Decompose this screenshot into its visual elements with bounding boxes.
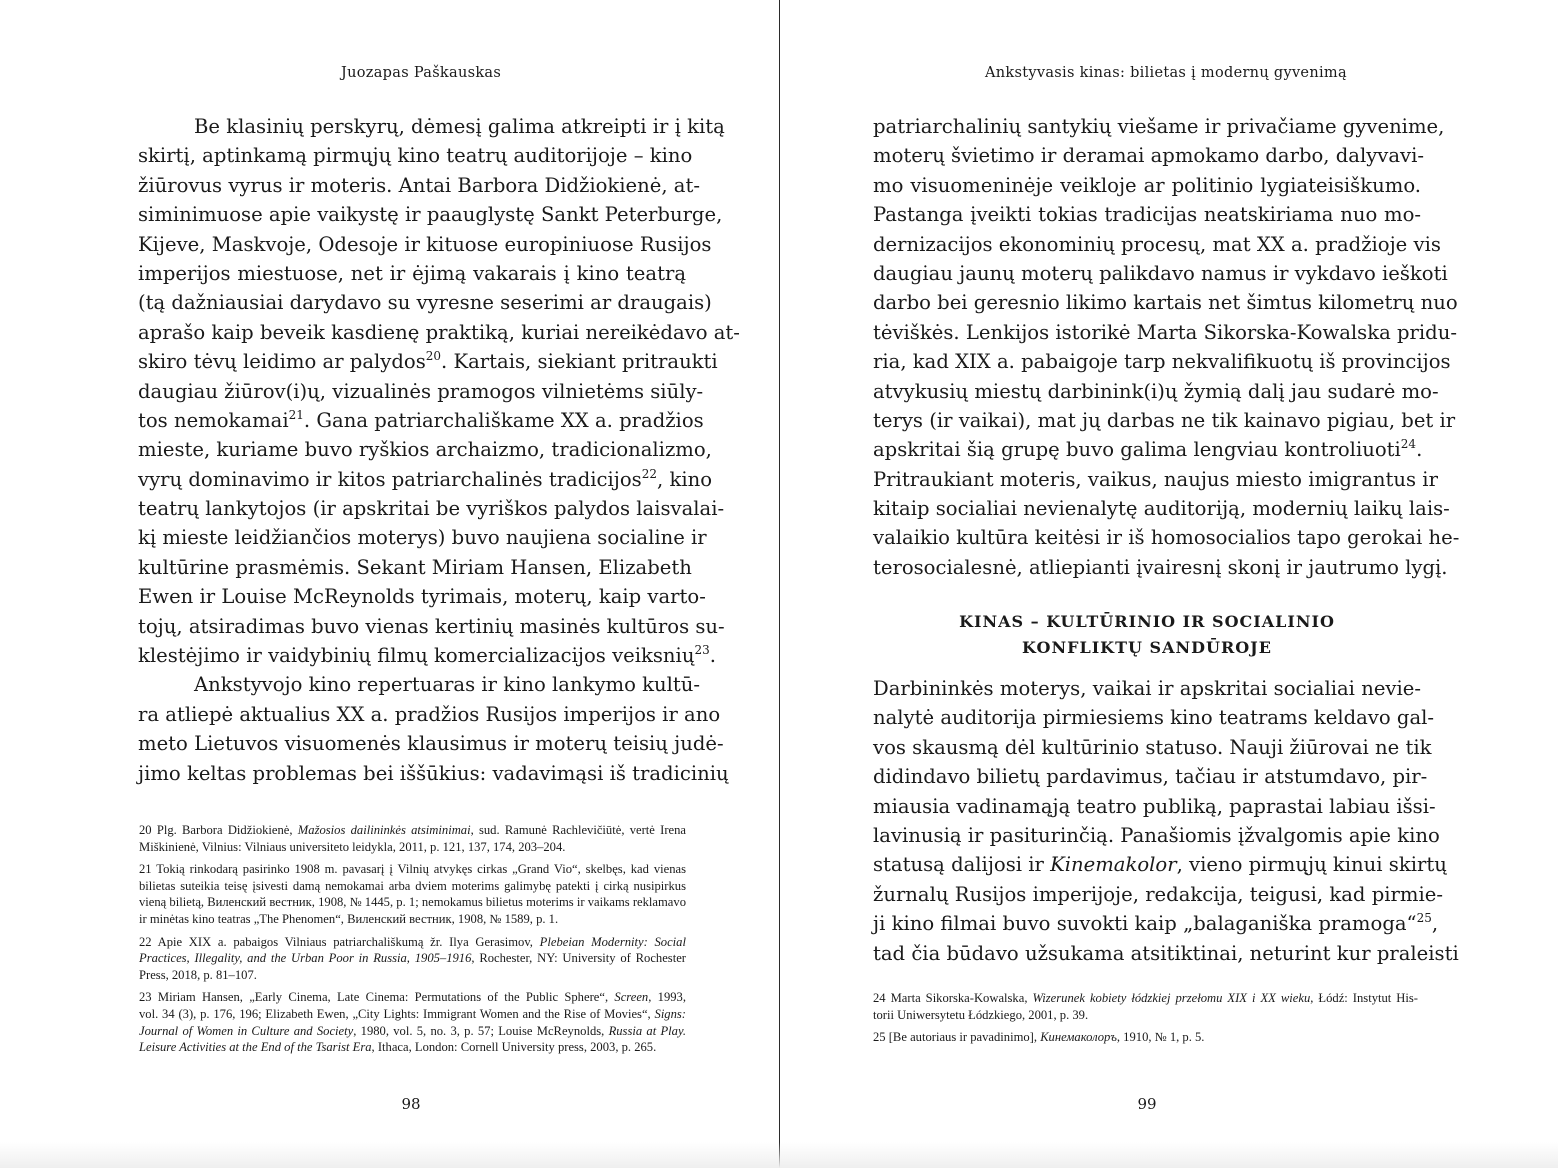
text-line: Ankstyvojo kino repertuaras ir kino lankymo kultū-	[194, 673, 700, 697]
text-line: didindavo bilietų pardavimus, tačiau ir atstumdavo, pir-	[873, 765, 1428, 789]
footnote-24: 24 Marta Sikorska-Kowalska, Wizerunek kobiety łódzkiej przełomu XIX i XX wieku, Łódź: Instytut His- torii Uniwersytetu Łódzkiego, 2001, p. 39.	[873, 991, 1418, 1022]
text-line: vos skausmą dėl kultūrinio statuso. Nauji žiūrovai ne tik	[873, 735, 1432, 759]
text-line: teatrų lankytojos (ir apskritai be vyriškos palydos laisvalai-	[138, 497, 725, 521]
text-line: dernizacijos ekonominių procesų, mat XX a. pradžioje vis	[873, 232, 1441, 256]
text-line: ra atliepė aktualius XX a. pradžios Rusijos imperijos ir ano	[138, 702, 721, 726]
left-body-text	[138, 112, 740, 788]
section-heading: KONFLIKTŲ SANDŪROJE	[1022, 638, 1272, 657]
right-body-text-2	[873, 674, 1459, 968]
text-line: ji kino filmai buvo suvokti kaip „balaganiška pramoga“$^{25}$,	[873, 911, 1439, 936]
footnote-21: 21 Tokią rinkodarą pasirinko 1908 m. pavasarį į Vilnių atvykęs cirkas „Grand Vio“, skelbęs, kad vienas bilietas suteikia teisę įsivesti damą nemokamai arba dviem moterims galimybę patekti į cirką nusipirkus vieną bilietą, Виленский вестник, 1908, № 1445, p. 1; nemokamus bilietus moterims ir vaikams reklamavo ir minėtas kino teatras „The Phenomen“, Виленский вестник, 1908, № 1589, p. 1.	[139, 862, 686, 926]
text-line: nalytė auditorija pirmiesiems kino teatrams keldavo gal-	[873, 706, 1435, 730]
text-line: imperijos miestuose, net ir ėjimą vakarais į kino teatrą	[138, 261, 686, 285]
text-line: jimo keltas problemas bei iššūkius: vadavimąsi iš tradicinių	[138, 761, 729, 785]
text-line: daugiau žiūrov(i)ų, vizualinės pramogos vilnietėms siūly-	[138, 379, 704, 403]
text-line: mieste, kuriame buvo ryškios archaizmo, tradicionalizmo,	[138, 438, 712, 462]
running-head-left: Juozapas Paškauskas	[341, 65, 502, 81]
text-line: terys (ir vaikai), mat jų darbas ne tik kainavo pigiau, bet ir	[873, 408, 1456, 432]
text-line: patriarchalinių santykių viešame ir privačiame gyvenime,	[873, 115, 1445, 138]
text-line: tad čia būdavo užsukama atsitiktinai, neturint kur praleisti	[873, 941, 1459, 965]
right-page	[780, 0, 1558, 1168]
text-line: lavinusią ir pasiturinčią. Panašiomis įžvalgomis apie kino	[873, 823, 1440, 847]
text-line: darbo bei geresnio likimo kartais net šimtus kilometrų nuo	[873, 291, 1458, 315]
footnote-ref[interactable]: 23	[694, 643, 710, 658]
text-line: klestėjimo ir vaidybinių filmų komercializacijos veiksnių$^{23}$.	[138, 643, 716, 668]
footnote-ref[interactable]: 22	[641, 466, 657, 481]
text-line: daugiau jaunų moterų palikdavo namus ir vykdavo ieškoti	[873, 261, 1448, 285]
text-line: siminimuose apie vaikystę ir paauglystę Sankt Peterburge,	[138, 203, 723, 227]
text-line: tėviškės. Lenkijos istorikė Marta Sikorska-Kowalska pridu-	[873, 320, 1457, 344]
text-line: mo visuomeninėje veikloje ar politinio lygiateisiškumo.	[873, 173, 1421, 197]
page-bottom-shadow	[0, 1142, 1558, 1168]
text-line: valaikio kultūra keitėsi ir iš homosocialios tapo gerokai he-	[873, 526, 1460, 550]
footnote-ref[interactable]: 21	[288, 407, 304, 422]
text-line: žurnalų Rusijos imperijoje, redakcija, teigusi, kad pirmie-	[873, 882, 1443, 906]
text-line: ria, kad XIX a. pabaigoje tarp nekvalifikuotų iš provincijos	[873, 350, 1451, 374]
text-line: statusą dalijosi ir Kinemakolor, vieno pirmųjų kinui skirtų	[873, 853, 1447, 877]
text-line: vyrų dominavimo ir kitos patriarchalinės tradicijos$^{22}$, kino	[138, 466, 713, 491]
page-number-left: 98	[401, 1095, 421, 1113]
text-line: moterų švietimo ir deramai apmokamo darbo, dalyvavi-	[873, 144, 1425, 168]
text-line: kitaip socialiai nevienalytę auditoriją, modernių laikų lais-	[873, 497, 1450, 521]
page-number-right: 99	[1137, 1095, 1157, 1113]
text-line: (tą dažniausiai darydavo su vyresne seserimi ar draugais)	[138, 291, 712, 315]
footnote-ref[interactable]: 24	[1400, 437, 1417, 452]
text-line: Pastanga įveikti tokias tradicijas neatskiriama nuo mo-	[873, 203, 1421, 227]
footnote-25: 25 [Be autoriaus ir pavadinimo], Кинемаколоръ, 1910, № 1, p. 5.	[873, 1030, 1205, 1045]
text-line: žiūrovus vyrus ir moteris. Antai Barbora Didžiokienė, at-	[138, 173, 700, 197]
footnote-ref[interactable]: 25	[1416, 911, 1432, 926]
text-line: miausia vadinamąją teatro publiką, paprastai labiau išsi-	[873, 794, 1436, 818]
text-line: skiro tėvų leidimo ar palydos$^{20}$. Kartais, siekiant pritraukti	[138, 349, 718, 374]
text-line: skirtį, aptinkamą pirmųjų kino teatrų auditorijoje – kino	[138, 144, 693, 168]
footnote-23: 23 Miriam Hansen, „Early Cinema, Late Cinema: Permutations of the Public Sphere“, Screen, 1993, vol. 34 (3), p. 176, 196; Elizabeth Ewen, „City Lights: Immigrant Women and the Rise of Movies“, Signs: Journal of Women in Culture and Society, 1980, vol. 5, no. 3, p. 57; Louise McReynolds, Russia at Play. Leisure Activities at the End of the Tsarist Era, Ithaca, London: Cornell University press, 2003, p. 265.	[139, 990, 687, 1055]
text-line: tojų, atsiradimas buvo vienas kertinių masinės kultūros su-	[138, 614, 725, 638]
text-line: Kijeve, Maskvoje, Odesoje ir kituose europiniuose Rusijos	[138, 232, 712, 256]
text-line: tos nemokamai$^{21}$. Gana patriarchališkame XX a. pradžios	[138, 407, 704, 432]
section-heading: KINAS – KULTŪRINIO IR SOCIALINIO	[959, 612, 1335, 631]
footnote-20: 20 Plg. Barbora Didžiokienė, Mažosios dailininkės atsiminimai, sud. Ramunė Rachlevičiūtė, vertė Irena Miškinienė, Vilnius: Vilniaus universiteto leidykla, 2011, p. 121, 137, 174, 203–204.	[139, 823, 686, 854]
text-line: meto Lietuvos visuomenės klausimus ir moterų teisių judė-	[138, 732, 724, 756]
text-line: kį mieste leidžiančios moterys) buvo naujiena socialine ir	[138, 526, 707, 550]
text-line: atvykusių miestų darbinink(i)ų žymią dalį jau sudarė mo-	[873, 379, 1439, 403]
right-footnotes	[873, 990, 1418, 1052]
text-line: aprašo kaip beveik kasdienę praktiką, kuriai nereikėdavo at-	[138, 320, 740, 344]
footnote-22: 22 Apie XIX a. pabaigos Vilniaus patriarchališkumą žr. Ilya Gerasimov, Plebeian Modernity: Social Practices, Illegality, and the Urban Poor in Russia, 1905–1916, Rochester, NY: University of Rochester Press, 2018, p. 81–107.	[139, 934, 686, 982]
text-line: Pritraukiant moteris, vaikus, naujus miesto imigrantus ir	[873, 467, 1438, 491]
text-line: Ewen ir Louise McReynolds tyrimais, moterų, kaip varto-	[138, 585, 706, 609]
text-line: Be klasinių perskyrų, dėmesį galima atkreipti ir į kitą	[194, 115, 725, 138]
text-line: apskritai šią grupę buvo galima lengviau kontroliuoti$^{24}$.	[873, 437, 1423, 462]
footnote-ref[interactable]: 20	[425, 349, 442, 364]
text-line: kultūrine prasmėmis. Sekant Miriam Hansen, Elizabeth	[138, 555, 692, 579]
text-line: Darbininkės moterys, vaikai ir apskritai socialiai nevie-	[873, 677, 1421, 700]
left-footnotes	[139, 822, 686, 1062]
running-head-right: Ankstyvasis kinas: bilietas į modernų gyvenimą	[985, 65, 1347, 81]
right-body-text	[873, 112, 1460, 582]
text-line: terosocialesnė, atliepianti įvairesnį skonį ir jautrumo lygį.	[873, 555, 1448, 579]
